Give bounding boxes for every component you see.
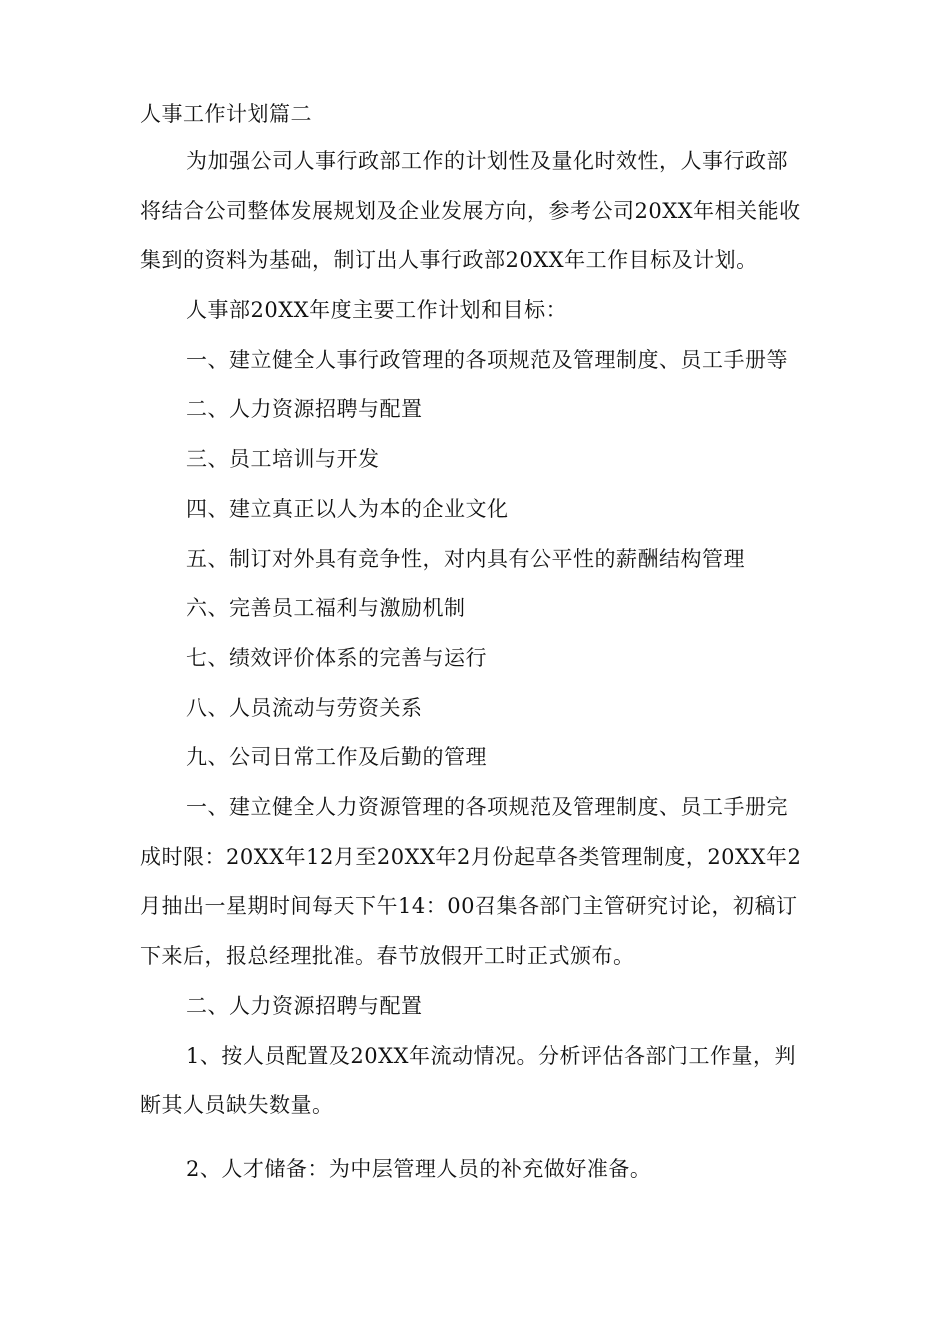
detail-2-point-2: 2、人才储备：为中层管理人员的补充做好准备。	[186, 1157, 652, 1181]
detail-2-point-1-line-1: 1、按人员配置及20XX年流动情况。分析评估各部门工作量，判	[186, 1044, 796, 1068]
detail-1-line-3: 月抽出一星期时间每天下午14：00召集各部门主管研究讨论，初稿订	[140, 894, 798, 918]
section-heading: 人事部20XX年度主要工作计划和目标：	[186, 298, 568, 322]
intro-line-2: 将结合公司整体发展规划及企业发展方向，参考公司20XX年相关能收	[140, 199, 801, 223]
list-item: 五、制订对外具有竞争性，对内具有公平性的薪酬结构管理	[186, 547, 745, 571]
list-item: 八、人员流动与劳资关系	[186, 696, 423, 720]
list-item: 六、完善员工福利与激励机制	[186, 596, 466, 620]
intro-line-1: 为加强公司人事行政部工作的计划性及量化时效性，人事行政部	[186, 149, 788, 173]
document-title: 人事工作计划篇二	[140, 102, 312, 126]
list-item: 九、公司日常工作及后勤的管理	[186, 745, 487, 769]
list-item: 二、人力资源招聘与配置	[186, 397, 423, 421]
list-item: 七、绩效评价体系的完善与运行	[186, 646, 487, 670]
detail-1-line-4: 下来后，报总经理批准。春节放假开工时正式颁布。	[140, 944, 635, 968]
detail-2-point-1-line-2: 断其人员缺失数量。	[140, 1093, 334, 1117]
intro-line-3: 集到的资料为基础，制订出人事行政部20XX年工作目标及计划。	[140, 248, 758, 272]
list-item: 四、建立真正以人为本的企业文化	[186, 497, 509, 521]
detail-2-heading: 二、人力资源招聘与配置	[186, 994, 423, 1018]
list-item: 三、员工培训与开发	[186, 447, 380, 471]
list-item: 一、建立健全人事行政管理的各项规范及管理制度、员工手册等	[186, 348, 788, 372]
detail-1-line-1: 一、建立健全人力资源管理的各项规范及管理制度、员工手册完	[186, 795, 788, 819]
detail-1-line-2: 成时限：20XX年12月至20XX年2月份起草各类管理制度，20XX年2	[140, 845, 802, 869]
